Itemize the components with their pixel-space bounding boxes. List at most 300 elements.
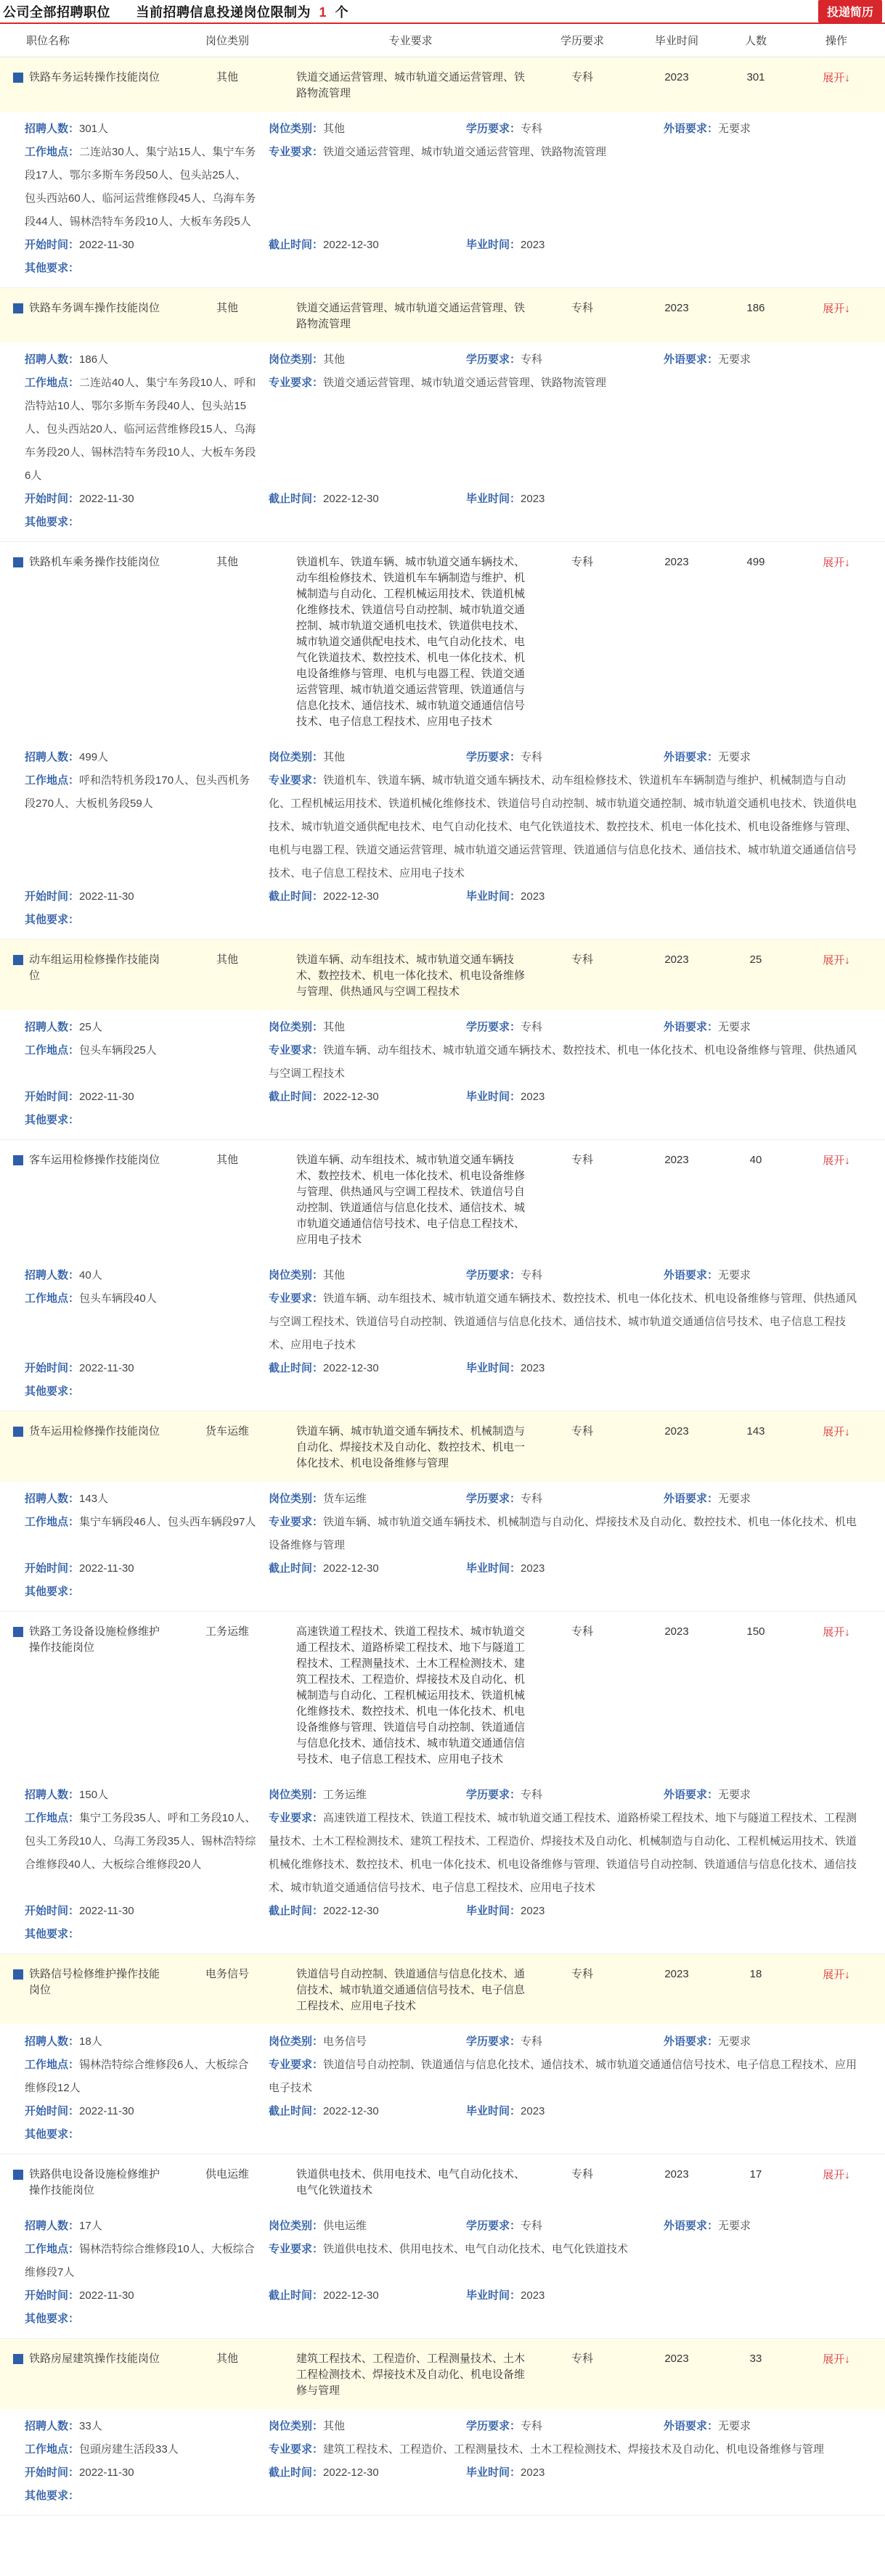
- expand-button[interactable]: 展开↓: [823, 1424, 850, 1439]
- education-label: 学历要求：: [466, 1269, 521, 1281]
- detail-grad: [466, 1357, 664, 1380]
- detail-category: [269, 1264, 466, 1287]
- major-value: 建筑工程技术、工程造价、工程测量技术、土木工程检测技术、焊接技术及自动化、机电设备维修与管理: [323, 2443, 825, 2456]
- job-count: 17: [749, 2168, 762, 2181]
- expand-button[interactable]: 展开↓: [823, 554, 850, 570]
- recruit-value: 186人: [79, 353, 109, 366]
- detail-location: [25, 372, 269, 488]
- apply-resume-button[interactable]: 投递简历: [818, 0, 882, 22]
- detail-major: [269, 1807, 863, 1900]
- recruit-value: 499人: [79, 751, 109, 763]
- detail-start: [25, 1357, 269, 1380]
- end-value: 2022-12-30: [323, 2105, 379, 2117]
- header-operation: 操作: [825, 35, 847, 47]
- detail-end: [269, 2461, 466, 2485]
- start-value: 2022-11-30: [79, 1362, 134, 1374]
- job-name: 动车组运用检修操作技能岗位: [29, 953, 160, 982]
- foreign-value: 无要求: [718, 1269, 751, 1281]
- job-count: 18: [749, 1968, 762, 1980]
- detail-category: [269, 2215, 466, 2238]
- detail-start: [25, 2100, 269, 2123]
- job-graduation: 2023: [664, 556, 689, 568]
- job-graduation: 2023: [664, 953, 689, 966]
- recruit-value: 150人: [79, 1789, 109, 1801]
- detail-row-1: [25, 746, 863, 769]
- job-education: 专科: [571, 1968, 593, 1980]
- education-label: 学历要求：: [466, 2035, 521, 2048]
- job-row[interactable]: [0, 2154, 885, 2209]
- foreign-label: 外语要求：: [664, 2035, 719, 2048]
- detail-row-2: [25, 1039, 863, 1086]
- expand-button[interactable]: 展开↓: [823, 1152, 850, 1168]
- job-major: 铁道交通运营管理、城市轨道交通运营管理、铁路物流管理: [296, 71, 526, 99]
- major-label: 专业要求：: [269, 146, 324, 158]
- end-label: 截止时间：: [269, 1362, 324, 1374]
- detail-foreign: [664, 2415, 852, 2438]
- location-label: 工作地点：: [25, 774, 80, 787]
- detail-grad: [466, 488, 664, 511]
- foreign-value: 无要求: [718, 751, 751, 763]
- end-label: 截止时间：: [269, 1905, 324, 1917]
- job-row[interactable]: [0, 940, 885, 1010]
- detail-row-1: [25, 2215, 863, 2238]
- job-name-cell: [0, 300, 168, 316]
- job-name: 铁路房屋建筑操作技能岗位: [29, 2353, 160, 2365]
- job-major: 铁道车辆、动车组技术、城市轨道交通车辆技术、数控技术、机电一体化技术、机电设备维修与管理、供热通风与空调工程技术、铁道信号自动控制、铁道通信与信息化技术、通信技术、城市轨道交通通信信号技术、电子信息工程技术、应用电子技术: [296, 1154, 526, 1246]
- education-value: 专科: [521, 2220, 543, 2232]
- foreign-label: 外语要求：: [664, 1021, 719, 1033]
- detail-location: [25, 1039, 269, 1062]
- start-label: 开始时间：: [25, 2466, 80, 2479]
- job-count: 40: [749, 1154, 762, 1166]
- detail-major: [269, 769, 863, 885]
- other-label: 其他要求：: [25, 1928, 80, 1940]
- job-name-cell: [0, 2351, 168, 2367]
- page-title-text: 公司全部招聘职位: [3, 4, 110, 20]
- foreign-label: 外语要求：: [664, 1493, 719, 1505]
- recruit-label: 招聘人数：: [25, 1021, 80, 1033]
- header-education: 学历要求: [560, 35, 604, 47]
- expand-button[interactable]: 展开↓: [823, 70, 850, 85]
- end-label: 截止时间：: [269, 2466, 324, 2479]
- detail-end: [269, 1357, 466, 1380]
- location-label: 工作地点：: [25, 2243, 80, 2255]
- detail-education: [466, 746, 664, 769]
- detail-start: [25, 885, 269, 908]
- detail-row-3: [25, 885, 863, 908]
- detail-recruit: [25, 1264, 269, 1287]
- other-label: 其他要求：: [25, 1586, 80, 1598]
- detail-row-4: [25, 257, 863, 280]
- job-category: 其他: [216, 302, 238, 314]
- detail-row-4: [25, 1923, 863, 1946]
- job-block: [0, 1954, 885, 2154]
- category-label: 岗位类别：: [269, 353, 324, 366]
- checkbox-icon[interactable]: [13, 557, 23, 567]
- job-major: 铁道车辆、动车组技术、城市轨道交通车辆技术、数控技术、机电一体化技术、机电设备维修与管理、供热通风与空调工程技术: [296, 953, 526, 998]
- end-value: 2022-12-30: [323, 2466, 379, 2479]
- detail-grad: [466, 885, 664, 908]
- other-label: 其他要求：: [25, 1385, 80, 1398]
- detail-other: [25, 1580, 79, 1604]
- other-label: 其他要求：: [25, 2313, 80, 2325]
- table-header: [0, 24, 885, 57]
- category-value: 电务信号: [323, 2035, 367, 2048]
- grad-value: 2023: [521, 890, 545, 903]
- detail-start: [25, 2284, 269, 2308]
- job-graduation: 2023: [664, 1154, 689, 1166]
- detail-row-1: [25, 1264, 863, 1287]
- detail-grad: [466, 2100, 664, 2123]
- detail-start: [25, 2461, 269, 2485]
- location-label: 工作地点：: [25, 377, 80, 389]
- detail-recruit: [25, 1488, 269, 1511]
- checkbox-icon[interactable]: [13, 1155, 23, 1165]
- detail-other: [25, 1923, 79, 1946]
- detail-location: [25, 1287, 269, 1310]
- education-value: 专科: [521, 751, 543, 763]
- checkbox-icon[interactable]: [13, 2170, 23, 2180]
- start-label: 开始时间：: [25, 2289, 80, 2302]
- detail-location: [25, 1511, 269, 1534]
- job-category: 其他: [216, 2353, 238, 2365]
- job-major: 建筑工程技术、工程造价、工程测量技术、土木工程检测技术、焊接技术及自动化、机电设备维修与管理: [296, 2353, 526, 2397]
- detail-foreign: [664, 1264, 852, 1287]
- detail-row-2: [25, 769, 863, 885]
- end-value: 2022-12-30: [323, 1362, 379, 1374]
- checkbox-icon[interactable]: [13, 73, 23, 83]
- job-row[interactable]: [0, 1612, 885, 1778]
- expand-button[interactable]: 展开↓: [823, 952, 850, 967]
- detail-location: [25, 141, 269, 234]
- job-major: 铁道车辆、城市轨道交通车辆技术、机械制造与自动化、焊接技术及自动化、数控技术、机电一体化技术、机电设备维修与管理: [296, 1425, 526, 1469]
- detail-recruit: [25, 118, 269, 141]
- job-name-cell: [0, 1966, 168, 1998]
- job-detail: [0, 1010, 885, 1140]
- grad-value: 2023: [521, 493, 545, 505]
- job-block: [0, 940, 885, 1140]
- job-name-cell: [0, 554, 168, 570]
- education-value: 专科: [521, 2420, 543, 2432]
- job-name-cell: [0, 1424, 168, 1440]
- checkbox-icon[interactable]: [13, 1627, 23, 1637]
- job-row[interactable]: [0, 1140, 885, 1258]
- category-label: 岗位类别：: [269, 2220, 324, 2232]
- detail-row-4: [25, 2485, 863, 2508]
- grad-label: 毕业时间：: [466, 2105, 521, 2117]
- grad-label: 毕业时间：: [466, 890, 521, 903]
- job-operation: [788, 952, 885, 969]
- grad-label: 毕业时间：: [466, 1091, 521, 1103]
- education-value: 专科: [521, 1021, 543, 1033]
- job-operation: [788, 2351, 885, 2368]
- location-value: 二连站30人、集宁站15人、集宁车务段17人、鄂尔多斯车务段50人、包头站25人、包头西站60人、临河运营维修段45人、乌海车务段44人、锡林浩特车务段10人、大板车务段5人: [25, 146, 256, 228]
- detail-row-1: [25, 2030, 863, 2054]
- detail-row-4: [25, 1580, 863, 1604]
- other-label: 其他要求：: [25, 516, 80, 528]
- job-major: 铁道机车、铁道车辆、城市轨道交通车辆技术、动车组检修技术、铁道机车车辆制造与维护、机械制造与自动化、工程机械运用技术、铁道机械化维修技术、铁道信号自动控制、城市轨道交通控制、城市轨道交通机电技术、铁道供电技术、城市轨道交通供配电技术、电气自动化技术、电气化铁道技术、数控技术、机电一体化技术、机电设备维修与管理、电机与电器工程、铁道交通运营管理、城市轨道交通运营管理、铁道通信与信息化技术、通信技术、城市轨道交通通信信号技术、电子信息工程技术、应用电子技术: [296, 556, 526, 728]
- detail-grad: [466, 2284, 664, 2308]
- start-label: 开始时间：: [25, 1562, 80, 1575]
- job-row[interactable]: [0, 1954, 885, 2025]
- category-value: 其他: [323, 123, 346, 135]
- detail-category: [269, 1784, 466, 1807]
- checkbox-icon[interactable]: [13, 303, 23, 313]
- grad-label: 毕业时间：: [466, 1562, 521, 1575]
- end-value: 2022-12-30: [323, 493, 379, 505]
- detail-recruit: [25, 2415, 269, 2438]
- detail-start: [25, 1900, 269, 1923]
- grad-value: 2023: [521, 239, 545, 251]
- detail-row-3: [25, 2461, 863, 2485]
- foreign-value: 无要求: [718, 1493, 751, 1505]
- job-row[interactable]: [0, 2339, 885, 2409]
- detail-education: [466, 1264, 664, 1287]
- detail-row-4: [25, 511, 863, 534]
- job-education: 专科: [571, 1425, 593, 1437]
- education-label: 学历要求：: [466, 1021, 521, 1033]
- education-value: 专科: [521, 1789, 543, 1801]
- limit-prefix: 当前招聘信息投递岗位限制为: [136, 4, 311, 20]
- job-category: 货车运维: [205, 1425, 249, 1437]
- detail-row-2: [25, 1287, 863, 1357]
- location-value: 集宁工务段35人、呼和工务段10人、包头工务段10人、乌海工务段35人、锡林浩特综合维修段40人、大板综合维修段20人: [25, 1812, 256, 1871]
- detail-foreign: [664, 348, 852, 372]
- detail-recruit: [25, 2215, 269, 2238]
- recruit-label: 招聘人数：: [25, 123, 80, 135]
- detail-education: [466, 1016, 664, 1039]
- end-label: 截止时间：: [269, 1562, 324, 1575]
- job-count: 143: [746, 1425, 765, 1437]
- detail-education: [466, 118, 664, 141]
- job-list: [0, 57, 885, 2516]
- job-education: 专科: [571, 953, 593, 966]
- end-label: 截止时间：: [269, 1091, 324, 1103]
- start-label: 开始时间：: [25, 239, 80, 251]
- job-detail: [0, 2409, 885, 2516]
- education-value: 专科: [521, 1269, 543, 1281]
- detail-category: [269, 2415, 466, 2438]
- detail-other: [25, 2308, 79, 2331]
- start-label: 开始时间：: [25, 493, 80, 505]
- foreign-value: 无要求: [718, 2420, 751, 2432]
- detail-other: [25, 908, 79, 932]
- expand-button[interactable]: 展开↓: [823, 2351, 850, 2366]
- job-detail: [0, 112, 885, 288]
- start-value: 2022-11-30: [79, 1905, 134, 1917]
- detail-education: [466, 2215, 664, 2238]
- detail-education: [466, 2415, 664, 2438]
- detail-row-3: [25, 2100, 863, 2123]
- detail-start: [25, 234, 269, 257]
- job-name: 铁路工务设备设施检修维护操作技能岗位: [29, 1625, 160, 1654]
- job-category: 工务运维: [205, 1625, 249, 1638]
- foreign-value: 无要求: [718, 353, 751, 366]
- detail-major: [269, 141, 863, 164]
- checkbox-icon[interactable]: [13, 2354, 23, 2364]
- job-name: 铁路机车乘务操作技能岗位: [29, 556, 160, 568]
- grad-label: 毕业时间：: [466, 1362, 521, 1374]
- major-value: 铁道机车、铁道车辆、城市轨道交通车辆技术、动车组检修技术、铁道机车车辆制造与维护、机械制造与自动化、工程机械运用技术、铁道机械化维修技术、铁道信号自动控制、城市轨道交通控制、城市轨道交通机电技术、铁道供电技术、城市轨道交通供配电技术、电气自动化技术、电气化铁道技术、数控技术、机电一体化技术、机电设备维修与管理、电机与电器工程、铁道交通运营管理、城市轨道交通运营管理、铁道通信与信息化技术、通信技术、城市轨道交通通信信号技术、电子信息工程技术、应用电子技术: [269, 774, 857, 879]
- job-block: [0, 2339, 885, 2516]
- job-name-cell: [0, 2167, 168, 2199]
- detail-other: [25, 2123, 79, 2146]
- end-label: 截止时间：: [269, 2105, 324, 2117]
- foreign-label: 外语要求：: [664, 2220, 719, 2232]
- job-block: [0, 1140, 885, 1411]
- foreign-label: 外语要求：: [664, 1269, 719, 1281]
- detail-major: [269, 2054, 863, 2100]
- expand-button[interactable]: 展开↓: [823, 1966, 850, 1982]
- grad-value: 2023: [521, 2466, 545, 2479]
- detail-row-4: [25, 908, 863, 932]
- category-label: 岗位类别：: [269, 2035, 324, 2048]
- detail-end: [269, 488, 466, 511]
- location-value: 包头车辆段25人: [79, 1044, 157, 1057]
- job-graduation: 2023: [664, 2168, 689, 2181]
- foreign-value: 无要求: [718, 2035, 751, 2048]
- location-value: 二连站40人、集宁车务段10人、呼和浩特站10人、鄂尔多斯车务段40人、包头站15人、包头西站20人、临河运营维修段15人、乌海车务段20人、锡林浩特车务段10人、大板车务段6人: [25, 377, 256, 482]
- detail-location: [25, 2054, 269, 2100]
- grad-value: 2023: [521, 1091, 545, 1103]
- major-label: 专业要求：: [269, 2443, 324, 2456]
- job-block: [0, 1411, 885, 1612]
- recruit-value: 33人: [79, 2420, 102, 2432]
- detail-row-1: [25, 1488, 863, 1511]
- detail-major: [269, 372, 863, 395]
- education-value: 专科: [521, 353, 543, 366]
- detail-major: [269, 1511, 863, 1557]
- job-detail: [0, 342, 885, 542]
- grad-value: 2023: [521, 1362, 545, 1374]
- detail-location: [25, 769, 269, 816]
- recruit-label: 招聘人数：: [25, 1493, 80, 1505]
- category-value: 其他: [323, 353, 346, 366]
- checkbox-icon[interactable]: [13, 1969, 23, 1980]
- recruit-value: 25人: [79, 1021, 102, 1033]
- job-education: 专科: [571, 71, 593, 83]
- start-label: 开始时间：: [25, 1905, 80, 1917]
- job-graduation: 2023: [664, 2353, 689, 2365]
- detail-end: [269, 885, 466, 908]
- detail-foreign: [664, 118, 852, 141]
- detail-location: [25, 1807, 269, 1876]
- detail-category: [269, 2030, 466, 2054]
- category-value: 工务运维: [323, 1789, 367, 1801]
- recruit-label: 招聘人数：: [25, 1789, 80, 1801]
- job-row[interactable]: [0, 57, 885, 112]
- grad-label: 毕业时间：: [466, 1905, 521, 1917]
- job-category: 其他: [216, 556, 238, 568]
- grad-value: 2023: [521, 2105, 545, 2117]
- detail-row-4: [25, 1109, 863, 1132]
- education-label: 学历要求：: [466, 123, 521, 135]
- job-row[interactable]: [0, 1411, 885, 1482]
- job-row[interactable]: [0, 288, 885, 342]
- category-value: 供电运维: [323, 2220, 367, 2232]
- detail-row-4: [25, 2308, 863, 2331]
- job-operation: [788, 1966, 885, 1983]
- location-value: 锡林浩特综合维修段6人、大板综合维修段12人: [25, 2059, 249, 2094]
- detail-row-2: [25, 372, 863, 488]
- job-graduation: 2023: [664, 1968, 689, 1980]
- major-value: 铁道交通运营管理、城市轨道交通运营管理、铁路物流管理: [323, 377, 607, 389]
- foreign-label: 外语要求：: [664, 2420, 719, 2432]
- major-label: 专业要求：: [269, 2243, 324, 2255]
- job-education: 专科: [571, 2353, 593, 2365]
- foreign-value: 无要求: [718, 2220, 751, 2232]
- major-value: 铁道车辆、动车组技术、城市轨道交通车辆技术、数控技术、机电一体化技术、机电设备维修与管理、供热通风与空调工程技术: [269, 1044, 857, 1080]
- location-label: 工作地点：: [25, 1516, 80, 1528]
- job-graduation: 2023: [664, 71, 689, 83]
- expand-button[interactable]: 展开↓: [823, 1624, 850, 1639]
- recruit-label: 招聘人数：: [25, 2035, 80, 2048]
- grad-value: 2023: [521, 1562, 545, 1575]
- category-value: 货车运维: [323, 1493, 367, 1505]
- detail-other: [25, 1109, 79, 1132]
- major-value: 铁道供电技术、供用电技术、电气自动化技术、电气化铁道技术: [323, 2243, 629, 2255]
- major-value: 铁道车辆、动车组技术、城市轨道交通车辆技术、数控技术、机电一体化技术、机电设备维修与管理、供热通风与空调工程技术、铁道信号自动控制、铁道通信与信息化技术、通信技术、城市轨道交通通信信号技术、电子信息工程技术、应用电子技术: [269, 1292, 857, 1351]
- location-value: 集宁车辆段46人、包头西车辆段97人: [79, 1516, 256, 1528]
- location-value: 呼和浩特机务段170人、包头西机务段270人、大板机务段59人: [25, 774, 250, 810]
- detail-row-3: [25, 2284, 863, 2308]
- detail-foreign: [664, 2030, 852, 2054]
- checkbox-icon[interactable]: [13, 955, 23, 965]
- end-value: 2022-12-30: [323, 239, 379, 251]
- category-label: 岗位类别：: [269, 1021, 324, 1033]
- education-label: 学历要求：: [466, 1789, 521, 1801]
- job-detail: [0, 2209, 885, 2339]
- job-operation: [788, 300, 885, 317]
- header-category: 岗位类别: [205, 35, 249, 47]
- education-value: 专科: [521, 1493, 543, 1505]
- start-value: 2022-11-30: [79, 2466, 134, 2479]
- detail-row-3: [25, 234, 863, 257]
- start-label: 开始时间：: [25, 2105, 80, 2117]
- detail-row-1: [25, 348, 863, 372]
- job-count: 186: [746, 302, 765, 314]
- detail-other: [25, 1380, 79, 1403]
- recruit-label: 招聘人数：: [25, 751, 80, 763]
- job-detail: [0, 1258, 885, 1411]
- expand-button[interactable]: 展开↓: [823, 2167, 850, 2182]
- foreign-value: 无要求: [718, 123, 751, 135]
- detail-row-3: [25, 1086, 863, 1109]
- detail-grad: [466, 1900, 664, 1923]
- detail-row-3: [25, 1900, 863, 1923]
- job-count: 499: [746, 556, 765, 568]
- detail-row-1: [25, 118, 863, 141]
- job-name: 铁路供电设备设施检修维护操作技能岗位: [29, 2168, 160, 2196]
- checkbox-icon[interactable]: [13, 1427, 23, 1437]
- detail-row-3: [25, 488, 863, 511]
- recruit-label: 招聘人数：: [25, 353, 80, 366]
- job-category: 电务信号: [205, 1968, 249, 1980]
- job-name-cell: [0, 1152, 168, 1168]
- job-operation: [788, 1424, 885, 1440]
- job-row[interactable]: [0, 542, 885, 740]
- detail-location: [25, 2438, 269, 2461]
- other-label: 其他要求：: [25, 2128, 80, 2141]
- category-label: 岗位类别：: [269, 1493, 324, 1505]
- recruit-value: 143人: [79, 1493, 109, 1505]
- job-education: 专科: [571, 1625, 593, 1638]
- detail-row-1: [25, 1016, 863, 1039]
- expand-button[interactable]: 展开↓: [823, 300, 850, 316]
- job-block: [0, 1612, 885, 1954]
- start-value: 2022-11-30: [79, 1562, 134, 1575]
- major-label: 专业要求：: [269, 2059, 324, 2071]
